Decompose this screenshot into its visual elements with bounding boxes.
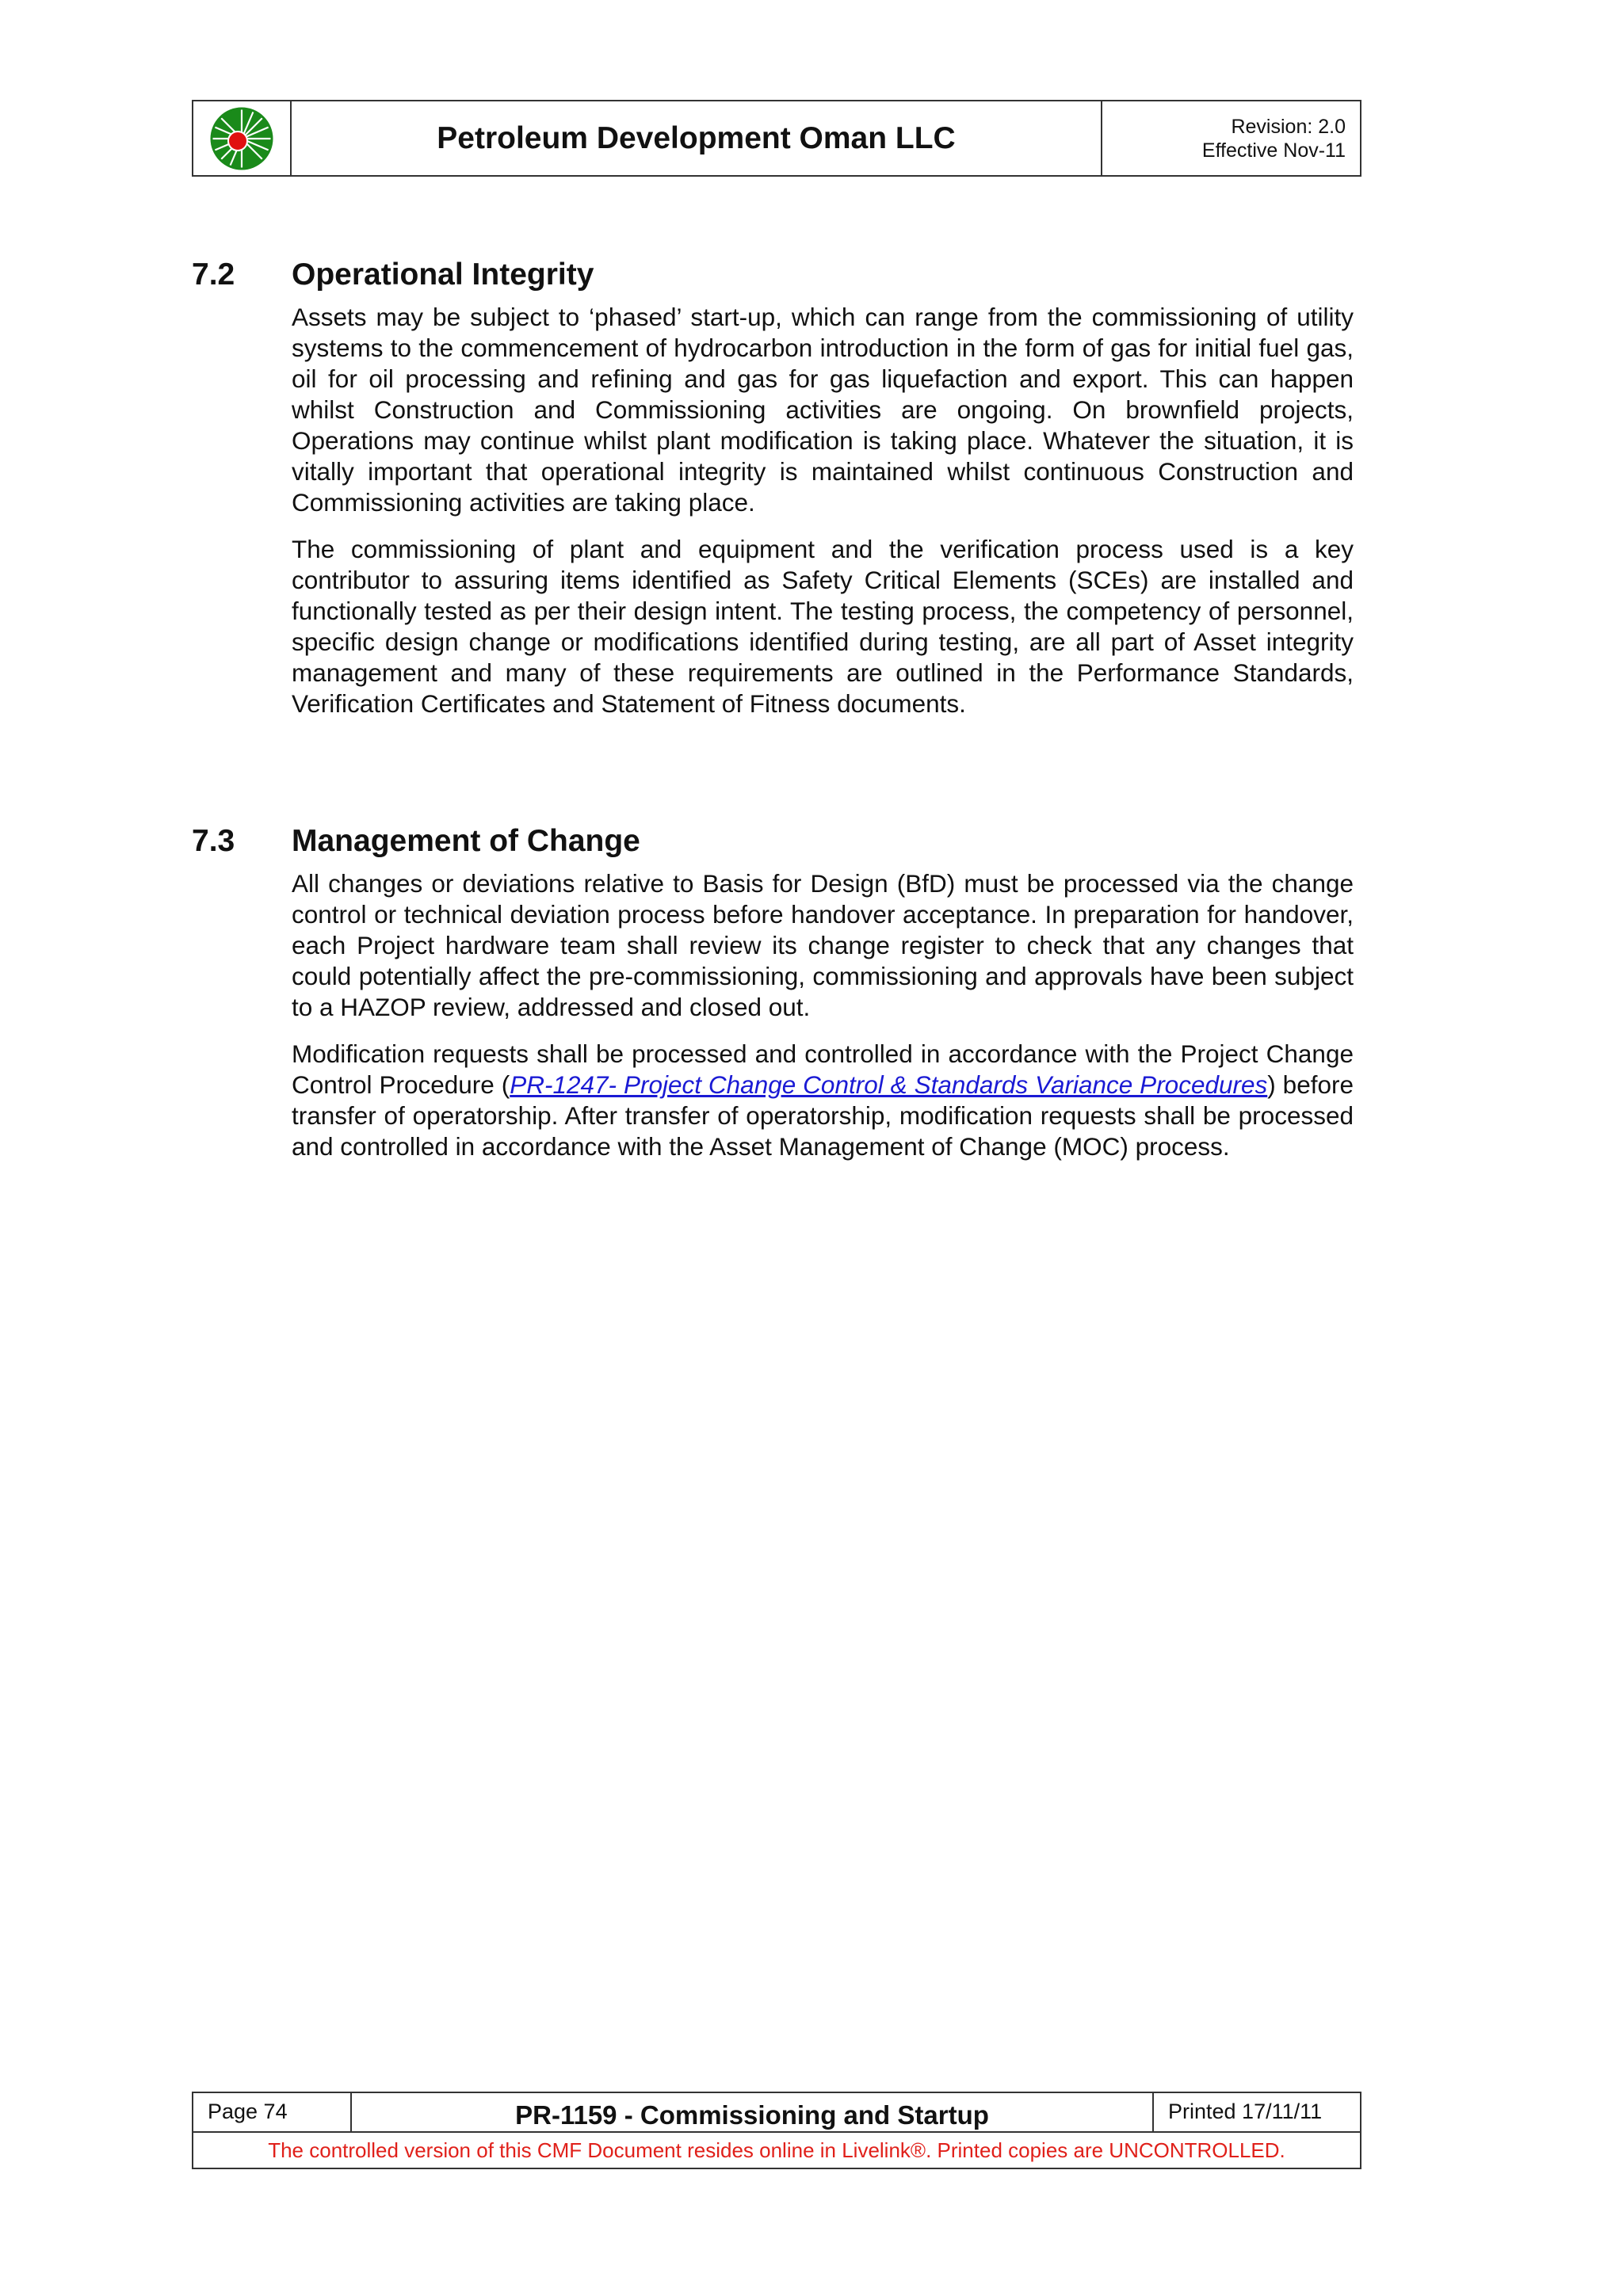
section-number: 7.2	[192, 257, 235, 292]
document-title: PR-1159 - Commissioning and Startup	[352, 2093, 1154, 2131]
section-body	[292, 302, 1354, 719]
section-number: 7.3	[192, 824, 235, 858]
paragraph: All changes or deviations relative to Basis for Design (BfD) must be processed via the change control or technical deviation process before handover acceptance. In preparation for handover, each Project hardware team shall review its change register to check that any changes that could potentially affect the pre-commissioning, commissioning and approvals have been subject to a HAZOP review, addressed and closed out.	[292, 869, 1354, 1021]
section-management-of-change	[192, 822, 1354, 1178]
section-heading	[192, 822, 1354, 860]
page-footer	[192, 2092, 1361, 2169]
section-title: Operational Integrity	[292, 257, 594, 292]
footer-row	[193, 2093, 1360, 2133]
logo-cell	[193, 101, 292, 175]
paragraph-text-after: ) before transfer of operatorship. After transfer of operatorship, modification requests shall be processed and controlled in accordance with the Asset Management of Change (MOC) process.	[292, 1070, 1354, 1161]
effective-date: Effective Nov-11	[1201, 139, 1346, 162]
revision-block	[1102, 101, 1360, 175]
section-body	[292, 868, 1354, 1162]
revision-label: Revision: 2.0	[1231, 115, 1346, 138]
pr-1247-document-link[interactable]: PR-1247- Project Change Control & Standards Variance Procedures	[510, 1070, 1268, 1099]
printed-date: Printed 17/11/11	[1168, 2100, 1323, 2123]
paragraph: The commissioning of plant and equipment and the verification process used is a key contributor to assuring items identified as Safety Critical Elements (SCEs) are installed and functionally tested as per their design intent. The testing process, the competency of personnel, specific design change or modifications identified during testing, are all part of Asset integrity management and many of these requirements are outlined in the Performance Standards, Verification Certificates and Statement of Fitness documents.	[292, 535, 1354, 718]
section-heading	[192, 256, 1354, 294]
page-number: Page 74	[193, 2093, 352, 2131]
uncontrolled-notice: The controlled version of this CMF Document resides online in Livelink®. Printed copies are UNCONTROLLED.	[268, 2138, 1285, 2162]
paragraph-with-link	[292, 1039, 1354, 1162]
company-name: Petroleum Development Oman LLC	[292, 101, 1102, 175]
paragraph-text-before: Modification requests shall be processed and controlled in accordance with the Project Change Control Procedure (	[292, 1039, 1354, 1099]
page-header	[192, 100, 1361, 177]
section-operational-integrity	[192, 256, 1354, 735]
pdo-shell-logo-icon	[209, 106, 274, 171]
section-title: Management of Change	[292, 824, 640, 858]
paragraph: Assets may be subject to ‘phased’ start-up, which can range from the commissioning of utility systems to the commencement of hydrocarbon introduction in the form of gas for initial fuel gas, oil for oil processing and refining and gas for gas liquefaction and export. This can happen whilst Construction and Commissioning activities are ongoing. On brownfield projects, Operations may continue whilst plant modification is taking place. Whatever the situation, it is vitally important that operational integrity is maintained whilst continuous Construction and Commissioning activities are taking place.	[292, 303, 1354, 517]
